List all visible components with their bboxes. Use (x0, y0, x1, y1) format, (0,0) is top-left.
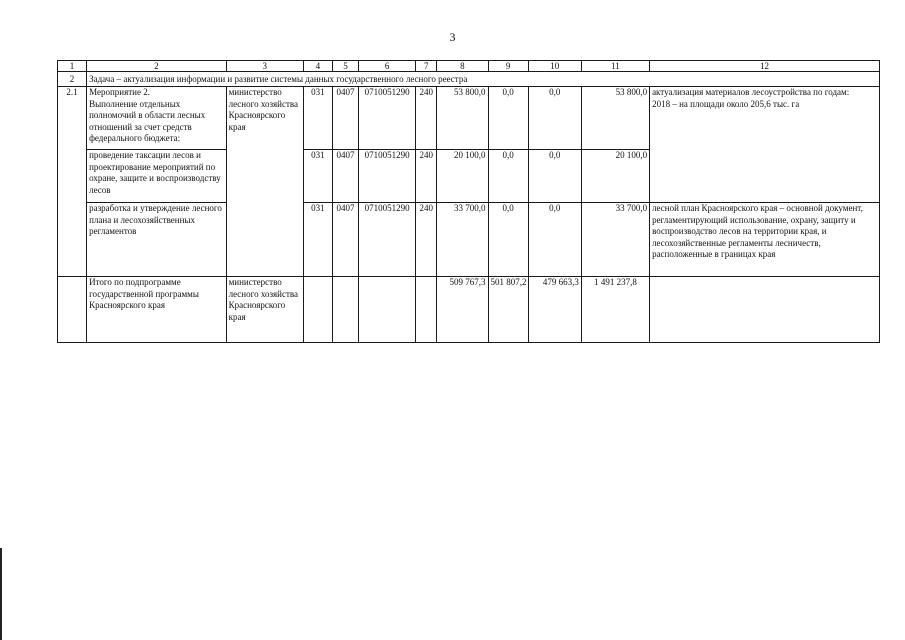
amount-total: 33 700,0 (581, 203, 649, 277)
col-num-9: 9 (488, 61, 528, 72)
measure-executor: министерство лесного хозяйства Красноярского края (226, 87, 303, 277)
table-row (58, 203, 880, 277)
total-amount-2018: 509 767,3 (437, 277, 488, 343)
csr-code: 0710051290 (359, 87, 416, 150)
page-number: 3 (449, 30, 456, 44)
activity-name: проведение таксации лесов и проектирование мероприятий по охране, защите и воспроизводству лесов (87, 150, 227, 203)
vr-code: 240 (416, 87, 437, 150)
total-row (58, 277, 880, 343)
page-edge-mark (0, 548, 2, 640)
task-row (58, 72, 880, 87)
total-amount-sum: 1 491 237,8 (581, 277, 649, 343)
amount-2018: 20 100,0 (437, 150, 488, 203)
expected-result (650, 87, 880, 203)
col-num-8: 8 (437, 61, 488, 72)
amount-2020: 0,0 (528, 150, 581, 203)
col-num-4: 4 (303, 61, 332, 72)
vr-code: 240 (416, 150, 437, 203)
col-num-1: 1 (58, 61, 87, 72)
col-num-10: 10 (528, 61, 581, 72)
total-empty-cell (650, 277, 880, 343)
grbs-code: 031 (303, 150, 332, 203)
amount-total: 20 100,0 (581, 150, 649, 203)
total-empty-cell (359, 277, 416, 343)
amount-2020: 0,0 (528, 203, 581, 277)
total-empty-cell (332, 277, 358, 343)
column-number-row (58, 61, 880, 72)
csr-code: 0710051290 (359, 150, 416, 203)
total-empty-cell (303, 277, 332, 343)
amount-total: 53 800,0 (581, 87, 649, 150)
rzpr-code: 0407 (332, 87, 358, 150)
col-num-5: 5 (332, 61, 358, 72)
total-empty-cell (58, 277, 87, 343)
total-executor: министерство лесного хозяйства Красноярского края (226, 277, 303, 343)
col-num-3: 3 (226, 61, 303, 72)
grbs-code: 031 (303, 87, 332, 150)
total-amount-2020: 479 663,3 (528, 277, 581, 343)
total-label: Итого по подпрограмме государственной программы Красноярского края (87, 277, 227, 343)
measure-title (87, 87, 227, 150)
total-empty-cell (416, 277, 437, 343)
csr-code: 0710051290 (359, 203, 416, 277)
rzpr-code: 0407 (332, 150, 358, 203)
col-num-7: 7 (416, 61, 437, 72)
grbs-code: 031 (303, 203, 332, 277)
total-amount-2019: 501 807,2 (488, 277, 528, 343)
measure-title-text: Мероприятие 2. Выполнение отдельных полномочий в области лесных отношений за счет средств федерального бюджета: (89, 87, 206, 143)
col-num-11: 11 (581, 61, 649, 72)
col-num-6: 6 (359, 61, 416, 72)
task-number: 2 (58, 72, 87, 87)
amount-2018: 53 800,0 (437, 87, 488, 150)
col-num-12: 12 (650, 61, 880, 72)
budget-table (57, 60, 880, 343)
task-description: Задача – актуализация информации и развитие системы данных государственного лесного реестра (87, 72, 880, 87)
table-row (58, 87, 880, 150)
amount-2019: 0,0 (488, 203, 528, 277)
amount-2018: 33 700,0 (437, 203, 488, 277)
measure-number: 2.1 (58, 87, 87, 277)
amount-2019: 0,0 (488, 87, 528, 150)
amount-2020: 0,0 (528, 87, 581, 150)
amount-2019: 0,0 (488, 150, 528, 203)
vr-code: 240 (416, 203, 437, 277)
expected-result-text: актуализация материалов лесоустройства по годам: 2018 – на площади около 205,6 тыс. га (652, 87, 850, 109)
col-num-2: 2 (87, 61, 227, 72)
activity-name: разработка и утверждение лесного плана и лесохозяйственных регламентов (87, 203, 227, 277)
rzpr-code: 0407 (332, 203, 358, 277)
expected-result: лесной план Красноярского края – основной документ, регламентирующий использование, охрану, защиту и воспроизводство лесов на территории края, и лесохозяйственные регламенты лесничеств, расположенные в границах края (650, 203, 880, 277)
